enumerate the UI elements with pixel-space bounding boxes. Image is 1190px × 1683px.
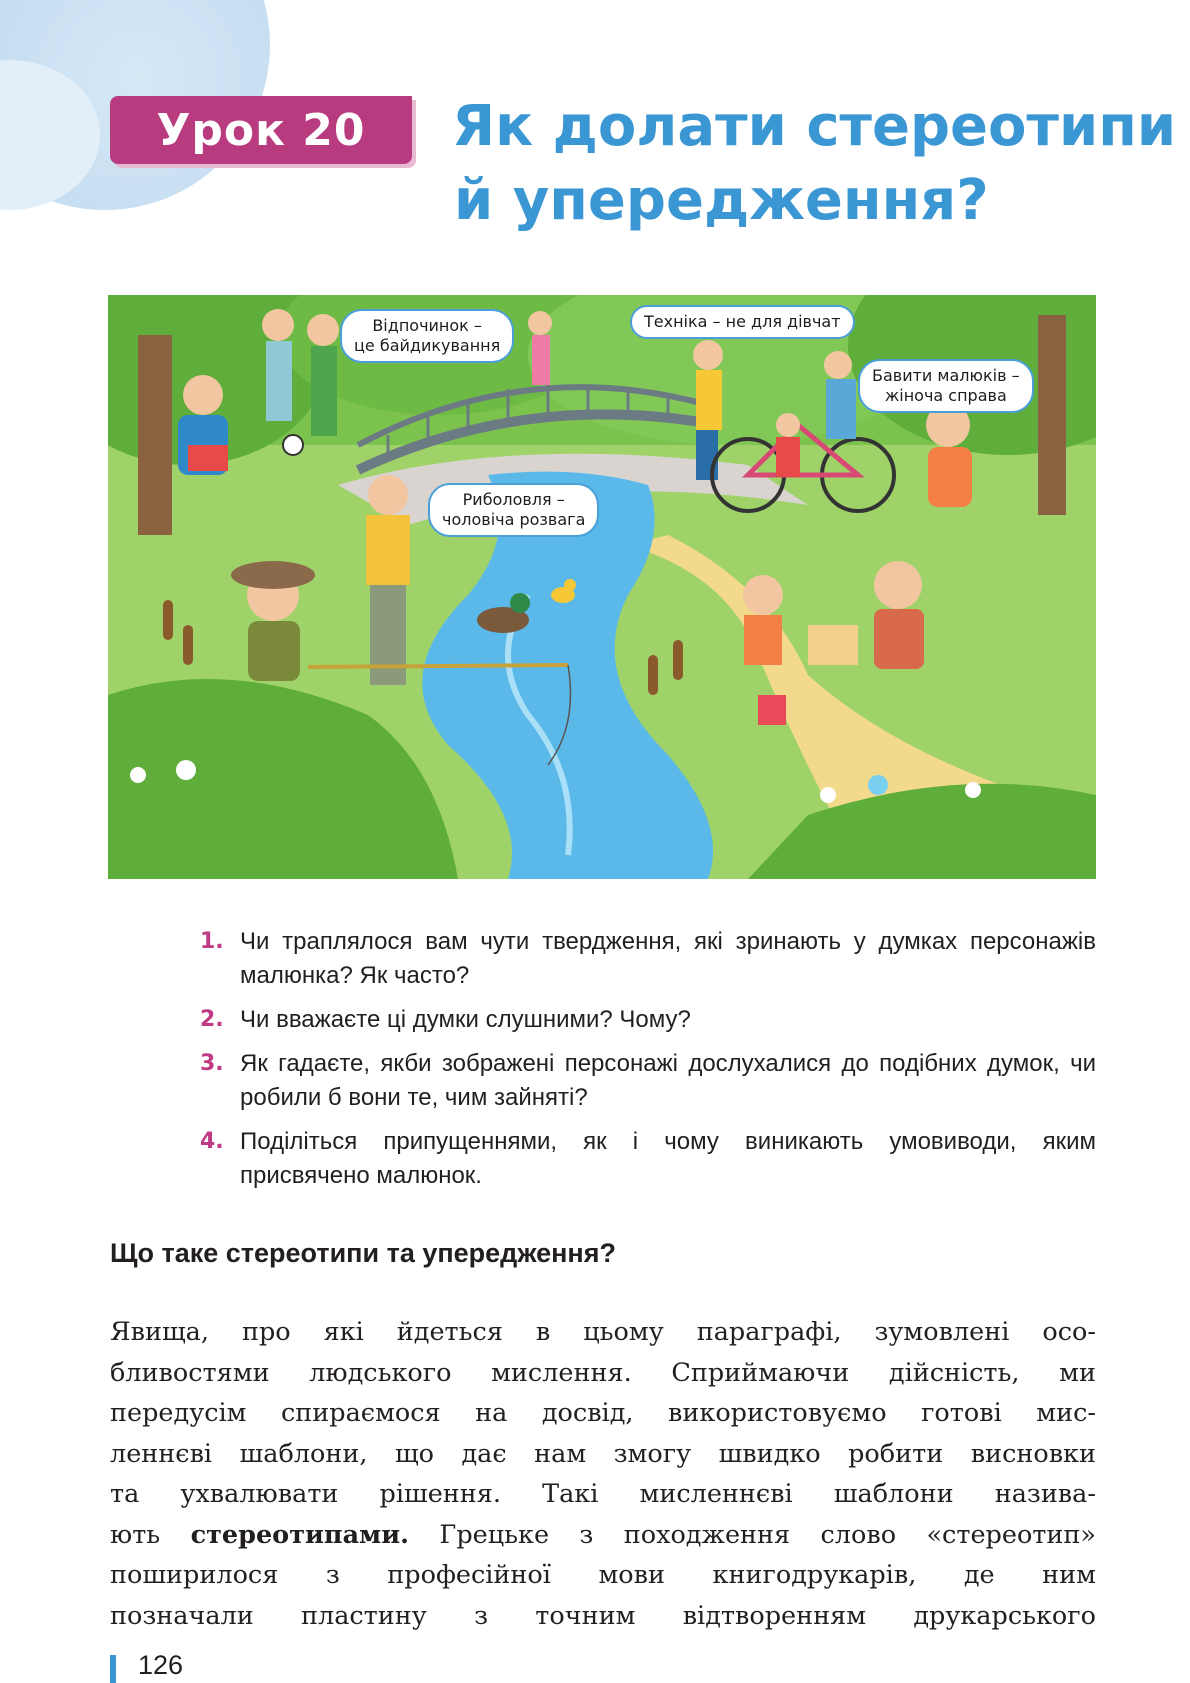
- page-number: 126: [138, 1650, 184, 1680]
- thought-bubble-fishing: [428, 483, 599, 537]
- title-line-2: й упередження?: [454, 168, 989, 233]
- title-line-1: Як долати стереотипи: [452, 94, 1177, 159]
- question-item: [200, 1047, 1096, 1115]
- body-line: [110, 1515, 1096, 1556]
- lesson-label: Урок 20: [156, 104, 366, 156]
- question-number: 2.: [200, 1007, 224, 1032]
- thought-bubble-childcare: [858, 359, 1034, 413]
- question-number: 4.: [200, 1129, 224, 1154]
- question-number: 1.: [200, 929, 224, 954]
- question-text: Чи вважаєте ці думки слушними? Чому?: [240, 1006, 691, 1033]
- question-number: 3.: [200, 1051, 224, 1076]
- lesson-badge: [110, 96, 412, 164]
- page-marker: [110, 1655, 116, 1683]
- body-line: леннєві шаблони, що дає нам змогу швидко робити висновки: [110, 1438, 1096, 1469]
- question-list: [200, 925, 1096, 1203]
- figure-sitting-girl: [926, 403, 972, 507]
- body-line: бливостями людського мислення. Сприймаючи дійсність, ми: [110, 1357, 1096, 1388]
- body-line: Явища, про які йдеться в цьому параграфі, зумовлені осо-: [110, 1317, 1096, 1347]
- thought-bubble-tech: [630, 305, 855, 339]
- body-line: позначали пластину з точним відтворенням друкарського: [110, 1600, 1096, 1631]
- body-text-run: Грецьке з походження слово «стереотип»: [409, 1519, 1096, 1550]
- figure-boy-cap: [366, 475, 410, 685]
- question-item: [200, 1003, 1096, 1037]
- park-illustration: [108, 295, 1096, 879]
- bubble-text-line: це байдикування: [354, 336, 501, 355]
- question-text: Як гадаєте, якби зображені персонажі дослухалися до подібних думок, чи робили б вони те, чим зайняті?: [240, 1050, 1096, 1111]
- question-item: [200, 925, 1096, 993]
- question-text: Поділіться припущеннями, як і чому виникають умовиводи, яким присвячено малюнок.: [240, 1128, 1096, 1189]
- lesson-title: [452, 90, 1177, 238]
- bubble-text-line: Техніка – не для дівчат: [644, 312, 841, 331]
- bubble-text-line: жіноча справа: [884, 386, 1007, 405]
- term-stereotypes: стереотипами.: [190, 1519, 410, 1550]
- body-line: поширилося з професійної мови книгодрукарів, де ним: [110, 1560, 1096, 1590]
- body-text-run: ють: [110, 1519, 191, 1550]
- figure-reading-boy: [178, 375, 228, 475]
- question-item: [200, 1125, 1096, 1193]
- body-line: передусім спираємося на досвід, використовуємо готові мис-: [110, 1398, 1096, 1428]
- bubble-text-line: Відпочинок –: [372, 316, 482, 335]
- body-line: та ухвалювати рішення. Такі мисленнєві шаблони назива-: [110, 1479, 1096, 1509]
- bubble-text-line: Риболовля –: [462, 490, 565, 509]
- section-heading: Що таке стереотипи та упередження?: [110, 1238, 616, 1268]
- bubble-text-line: чоловіча розвага: [442, 510, 586, 529]
- question-text: Чи траплялося вам чути твердження, які зринають у думках персонажів малюнка? Як часто?: [240, 928, 1096, 989]
- thought-bubble-rest: [340, 309, 514, 363]
- bubble-text-line: Бавити малюків –: [872, 366, 1020, 385]
- body-paragraph: [110, 1312, 1096, 1636]
